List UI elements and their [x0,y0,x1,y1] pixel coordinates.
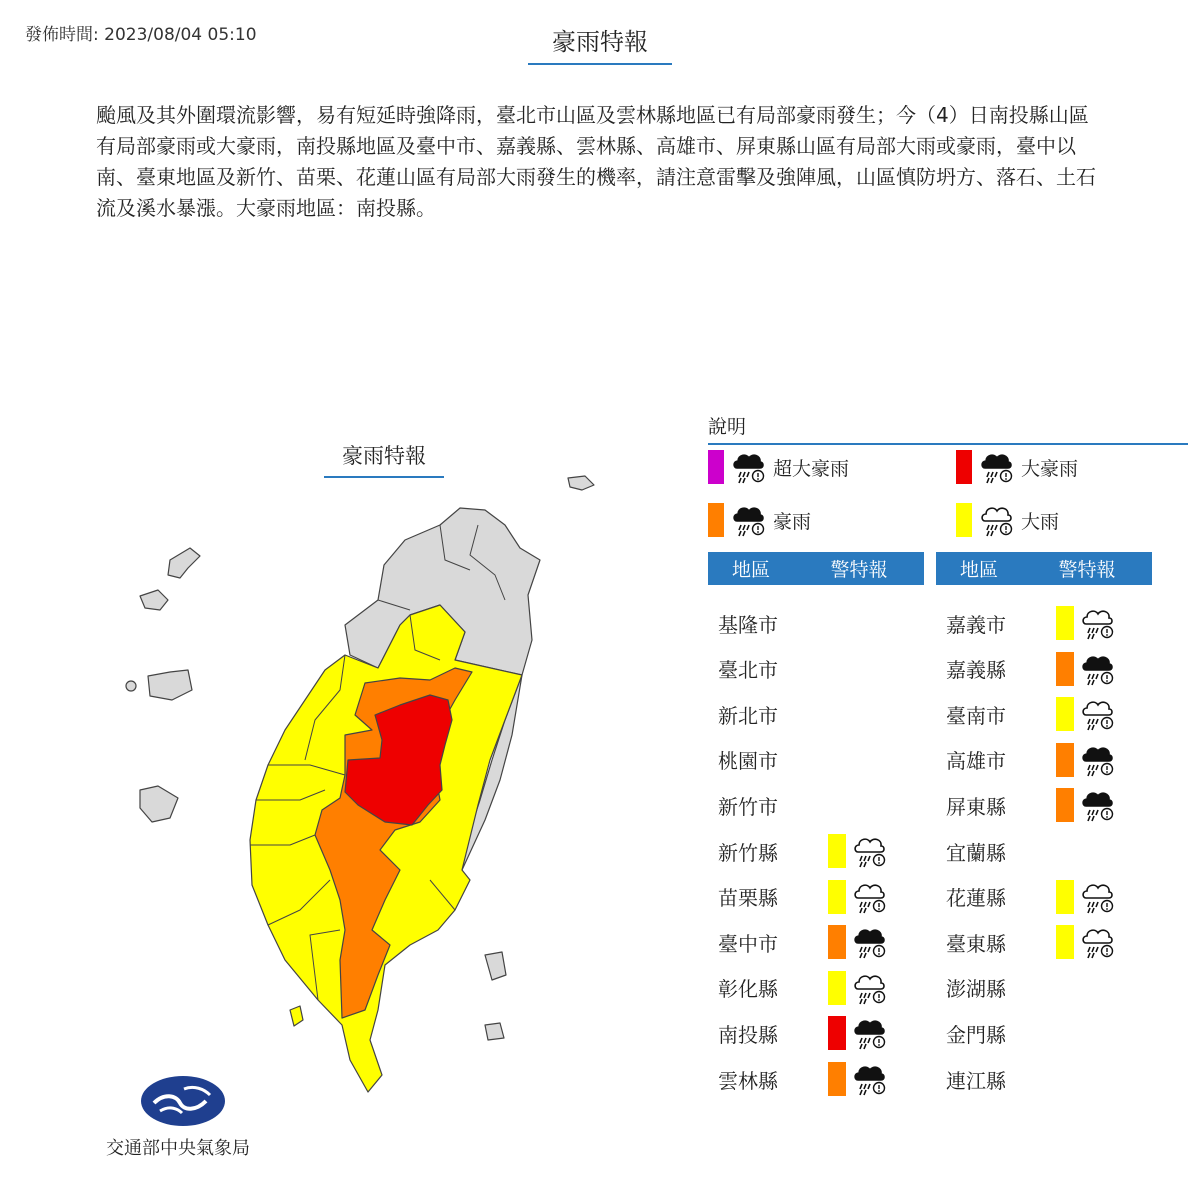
warning-color-bar [1056,743,1074,777]
warning-indicator-heavy [828,971,888,1005]
region-name: 雲林縣 [718,1068,778,1093]
page-title: 豪雨特報 [528,22,672,65]
warning-indicator-heavy [1056,925,1116,959]
warning-indicator-heavy [828,834,888,868]
warning-indicator-torrential [828,925,888,959]
legend-swatch [708,503,724,537]
region-name: 新竹市 [718,794,778,819]
warning-indicator-very-heavy [828,1016,888,1050]
map-island-penghu-c [140,786,178,822]
map-island-matsu [568,476,594,490]
table-row [936,925,1116,959]
region-name: 嘉義縣 [946,658,1006,683]
warning-color-bar [1056,652,1074,686]
table-row [708,652,828,686]
legend-swatch [956,450,972,484]
cloud-rain-dark-icon [1080,788,1116,822]
table-row [708,834,888,868]
map-island-orchid [485,1023,504,1040]
warning-indicator-torrential [828,1062,888,1096]
legend-title: 說明 [708,412,1188,445]
legend-label: 大豪雨 [1021,457,1079,480]
agency-name: 交通部中央氣象局 [106,1138,250,1159]
map-title: 豪雨特報 [324,440,444,478]
legend-item-heavy [956,503,1059,537]
region-name: 新竹縣 [718,840,778,865]
region-name: 花蓮縣 [946,886,1006,911]
legend-item-extreme-torrential [708,450,849,484]
legend-item-very-heavy [956,450,1078,484]
column-header-region: 地區 [959,559,998,581]
legend-swatch [956,503,972,537]
legend-label: 豪雨 [773,510,812,533]
warning-color-bar [1056,788,1074,822]
warning-color-bar [1056,925,1074,959]
warning-color-bar [828,834,846,868]
cloud-rain-outline-icon [979,503,1015,537]
cloud-rain-dark-icon [852,1016,888,1050]
warning-color-bar [828,880,846,914]
legend-label: 超大豪雨 [773,457,850,480]
region-name: 澎湖縣 [946,977,1006,1002]
table-row [936,1062,1056,1096]
cloud-rain-outline-icon [852,971,888,1005]
cloud-rain-dark-icon [852,925,888,959]
column-header-region: 地區 [731,559,770,581]
cloud-rain-dark-icon [731,503,767,537]
warning-color-bar [828,925,846,959]
region-name: 高雄市 [946,749,1006,774]
region-name: 屏東縣 [946,794,1006,819]
table-row [936,971,1056,1005]
region-name: 連江縣 [946,1068,1006,1093]
table-row [936,697,1116,731]
region-name: 臺北市 [718,658,778,683]
region-name: 基隆市 [718,612,778,637]
warning-indicator-torrential [1056,652,1116,686]
table-row [708,606,828,640]
table-row [708,743,828,777]
table-row [708,880,888,914]
map-island-green [485,952,506,980]
table-row [936,743,1116,777]
table-row [708,1062,888,1096]
cloud-rain-dark-icon [852,1062,888,1096]
table-header-left [708,552,924,585]
region-name: 彰化縣 [718,977,778,1002]
cloud-rain-dark-icon [1080,652,1116,686]
map-island-kinmen-a [168,548,200,578]
cwb-logo [140,1075,226,1131]
warning-indicator-heavy [1056,880,1116,914]
region-name: 桃園市 [718,749,778,774]
table-row [936,606,1116,640]
table-row [708,925,888,959]
region-name: 臺南市 [946,703,1006,728]
legend-label: 大雨 [1021,510,1060,533]
region-name: 苗栗縣 [718,886,778,911]
issue-timestamp: 發佈時間: 2023/08/04 05:10 [25,25,257,45]
map-island-kinmen-b [140,590,168,610]
warning-color-bar [1056,697,1074,731]
table-row [708,697,828,731]
warning-indicator-torrential [1056,788,1116,822]
warning-indicator-heavy [1056,697,1116,731]
warning-indicator-heavy [1056,606,1116,640]
region-name: 臺中市 [718,931,778,956]
cloud-rain-outline-icon [852,880,888,914]
warning-color-bar [1056,606,1074,640]
region-name: 宜蘭縣 [946,840,1006,865]
warning-color-bar [1056,880,1074,914]
region-name: 臺東縣 [946,931,1006,956]
map-island-liuqiu [290,1006,303,1026]
table-row [936,834,1056,868]
legend-item-torrential [708,503,811,537]
warning-indicator-torrential [1056,743,1116,777]
warning-summary: 颱風及其外圍環流影響，易有短延時強降雨，臺北市山區及雲林縣地區已有局部豪雨發生；今（4）日南投縣山區有局部豪雨或大豪雨，南投縣地區及臺中市、嘉義縣、雲林縣、高雄市、屏東縣山區有局部大雨或豪雨，臺中以南、臺東地區及新竹、苗栗、花蓮山區有局部大雨發生的機率，請注意雷擊及強陣風，山區慎防坍方、落石、土石流及溪水暴漲。大豪雨地區：南投縣。 [96,103,1096,220]
warning-color-bar [828,1016,846,1050]
cloud-rain-outline-icon [1080,606,1116,640]
cloud-rain-outline-icon [1080,925,1116,959]
legend-swatch [708,450,724,484]
column-header-warning: 警特報 [830,559,888,581]
region-name: 南投縣 [718,1022,778,1047]
cloud-rain-outline-icon [1080,697,1116,731]
region-name: 新北市 [718,703,778,728]
table-row [936,880,1116,914]
cloud-rain-dark-icon [731,450,767,484]
warning-color-bar [828,1062,846,1096]
table-row [708,788,828,822]
table-row [708,971,888,1005]
column-header-warning: 警特報 [1058,559,1116,581]
cloud-rain-dark-icon [1080,743,1116,777]
table-row [936,1016,1056,1050]
table-row [708,1016,888,1050]
cloud-rain-outline-icon [1080,880,1116,914]
region-name: 嘉義市 [946,612,1006,637]
table-row [936,652,1116,686]
cloud-rain-dark-icon [979,450,1015,484]
map-region-heavy-rain [250,605,522,1092]
map-island-penghu-b [126,681,136,691]
cloud-rain-outline-icon [852,834,888,868]
table-row [936,788,1116,822]
warning-indicator-heavy [828,880,888,914]
map-island-penghu-a [148,670,192,700]
table-header-right [936,552,1152,585]
warning-color-bar [828,971,846,1005]
region-name: 金門縣 [946,1022,1006,1047]
